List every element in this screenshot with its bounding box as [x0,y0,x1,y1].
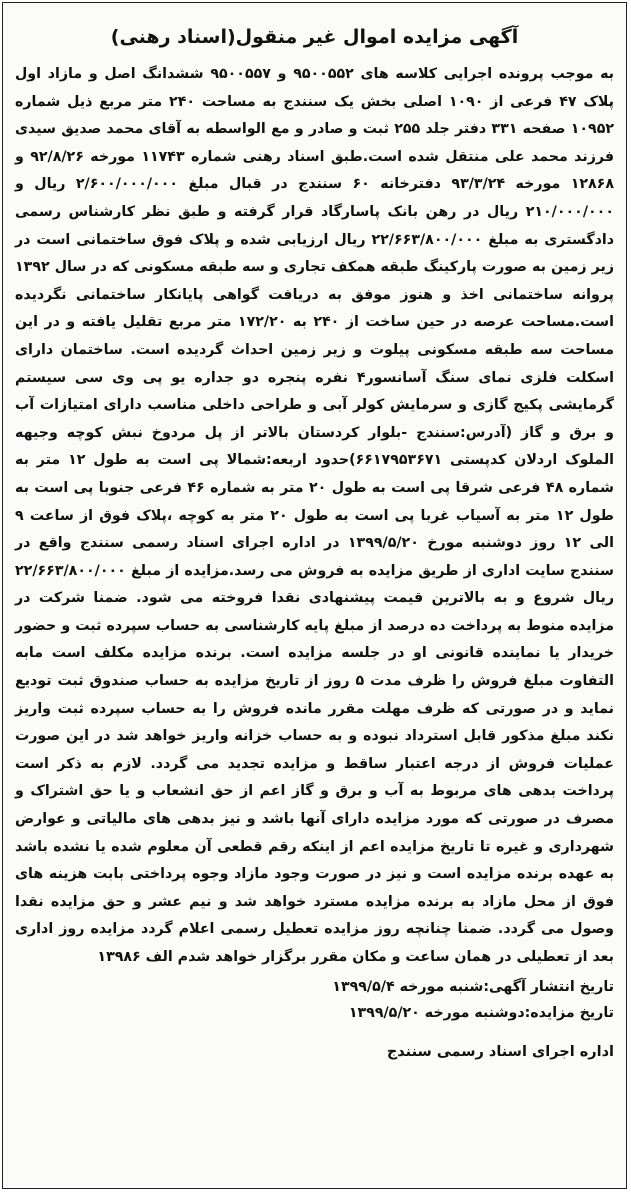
notice-frame [2,2,627,1189]
notice-signature: اداره اجرای اسناد رسمی سنندج [386,1043,614,1060]
notice-body: به موجب پرونده اجرایی کلاسه های ۹۵۰۰۵۵۲ و ۹۵۰۰۵۵۷ ششدانگ اصل و مازاد اول پلاک ۴۷ فرعی از ۱۰۹۰ اصلی بخش یک سنندج به مساحت ۲۴۰ متر مربع ذیل شماره ۱۰۹۵۲ صفحه ۳۳۱ دفتر جلد ۲۵۵ ثبت و صادر و مع الواسطه به آقای محمد صدیق سیدی فرزند محمد علی منتقل شده است.طبق اسناد رهنی شماره ۱۱۷۴۳ مورخه ۹۲/۸/۲۶ و ۱۲۸۶۸ مورخه ۹۳/۳/۲۴ دفترخانه ۶۰ سنندج در قبال مبلغ ۲/۶۰۰/۰۰۰/۰۰۰ ریال و ۲۱۰/۰۰۰/۰۰۰ ریال در رهن بانک پاسارگاد قرار گرفته و طبق نظر کارشناس رسمی دادگستری به مبلغ ۲۲/۶۶۳/۸۰۰/۰۰۰ ریال ارزیابی شده و پلاک فوق ساختمانی است در زیر زمین به صورت پارکینگ طبقه همکف تجاری و سه طبقه مسکونی که در سال ۱۳۹۲ پروانه ساختمانی اخذ و هنوز موفق به دریافت گواهی پایانکار ساختمانی نگردیده است.مساحت عرصه در حین ساخت از ۲۴۰ به ۱۷۲/۲۰ متر مربع تقلیل یافته و در این مساحت سه طبقه مسکونی پیلوت و زیر زمین احداث گردیده است. ساختمان دارای اسکلت فلزی نمای سنگ آسانسور۴ نفره پنجره دو جداره یو پی وی سی سیستم گرمایشی پکیج گازی و سرمایش کولر آبی و طراحی داخلی مناسب دارای امتیازات آب و برق و گاز (آدرس:سنندج -بلوار کردستان بالاتر از پل مردوخ نبش کوچه وجیهه الملوک اردلان کدپستی ۶۶۱۷۹۵۳۶۷۱)حدود اربعه:شمالا پی است به طول ۱۲ متر به شماره ۴۸ فرعی شرقا پی است به طول ۲۰ متر به شماره ۴۶ فرعی جنوبا پی است به طول ۱۲ متر به آسیاب غربا پی است به طول ۲۰ متر به کوچه ،پلاک فوق از ساعت ۹ الی ۱۲ روز دوشنبه مورخ ۱۳۹۹/۵/۲۰ در اداره اجرای اسناد رسمی سنندج واقع در سنندج سایت اداری از طریق مزایده به فروش می رسد.مزایده از مبلغ ۲۲/۶۶۳/۸۰۰/۰۰۰ ریال شروع و به بالاترین قیمت پیشنهادی نقدا فروخته می شود. ضمنا شرکت در مزایده منوط به پرداخت ده درصد از مبلغ پایه کارشناسی به حساب سپرده ثبت و حضور خریدار یا نماینده قانونی او در جلسه مزایده است. برنده مزایده مکلف است مابه التفاوت مبلغ فروش را ظرف مدت ۵ روز از تاریخ مزایده به حساب صندوق ثبت تودیع نماید و در صورتی که ظرف مهلت مقرر مانده فروش را به حساب سپرده ثبت واریز نکند مبلغ مذکور قابل استرداد نبوده و به حساب خزانه واریز خواهد شد در این صورت عملیات فروش از درجه اعتبار ساقط و مزایده تجدید می گردد. لازم به ذکر است پرداخت بدهی های مربوط به آب و برق و گاز اعم از حق انشعاب و یا حق اشتراک و مصرف در صورتی که مورد مزایده دارای آنها باشد و نیز بدهی های مالیاتی و عوارض شهرداری و غیره تا تاریخ مزایده اعم از اینکه رقم قطعی آن معلوم شده یا نشده باشد به عهده برنده مزایده است و نیز در صورت وجود مازاد وجوه پرداختی بابت هزینه های فوق از محل مازاد به برنده مزایده مسترد خواهد شد و نیم عشر و حق مزایده نقدا وصول می گردد. ضمنا چنانچه روز مزایده تعطیل رسمی اعلام گردد مزایده روز اداری بعد از تعطیلی در همان ساعت و مکان مقرر برگزار خواهد شدم الف ۱۳۹۸۶ [15,66,615,965]
notice-title: آگهی مزایده اموال غیر منقول(اسناد رهنی) [110,26,519,48]
publish-date: تاریخ انتشار آگهی:شنبه مورخه ۱۳۹۹/۵/۴ [332,978,614,995]
notice-dates [15,974,614,1026]
auction-date: تاریخ مزایده:دوشنبه مورخه ۱۳۹۹/۵/۲۰ [348,1004,614,1021]
